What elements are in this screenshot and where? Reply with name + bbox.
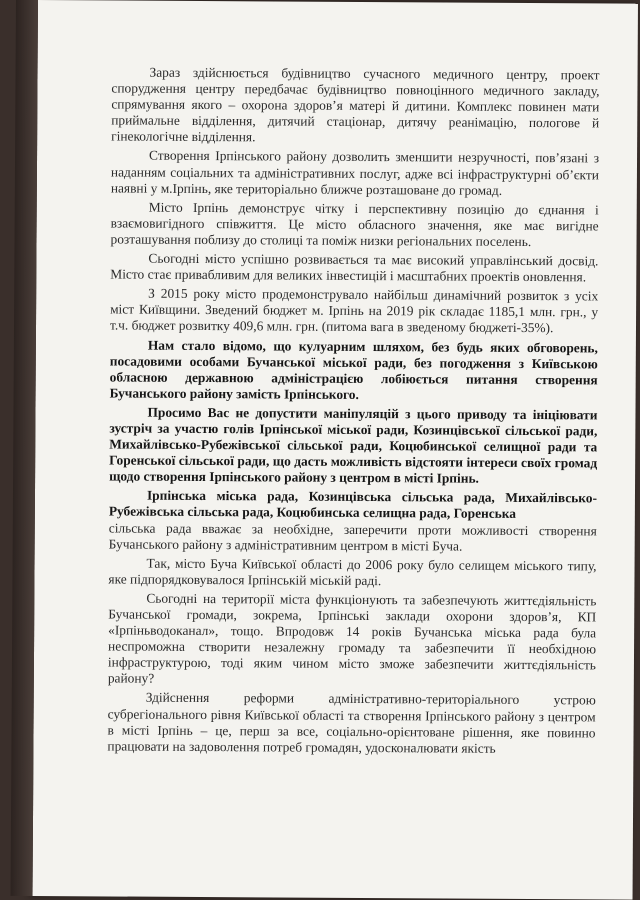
paragraph-city-development: Сьогодні місто успішно розвивається та має високий управлінський досвід. Місто стає привабливим для великих інвестицій і масштабних проектів оновлення.: [110, 250, 599, 285]
paragraph-lobbying-concern: Нам стало відомо, що кулуарним шляхом, без будь яких обговорень, посадовими особами Бучанської міської ради, без погодження з Київською обласною державною адміністрацією лобіюється питання створення Бучанського району замість Ірпінського.: [109, 337, 598, 402]
paragraph-medical-center: Зараз здійснюється будівництво сучасного медичного центру, проект спорудження центру передбачає будівництво повноцінного медичного закладу, спрямування якого – охорона здоров’я матері й дитини. Комплекс повинен мати приймальне відділення, дитячий стаціонар, дитячу реанімацію, пологове й гінекологічне відділення.: [111, 64, 600, 145]
paragraph-councils-bold: Ірпінська міська рада, Козинцівська сільська рада, Михайлівсько-Рубежівська сільська рада, Коцюбинська селищна рада, Гоpенська: [108, 488, 598, 522]
paragraph-infrastructure: Сьогодні на території міста функціонують та забезпечують життєдіяльність Бучанської громади, зокрема, Ірпінські заклади охорони здоров’я, КП «Ірпіньводоканал», тощо. Впродовж 14 років Бучанська міська рада була неспроможна створити незалежну громаду та забезпечити її необхідною інфраструктурою, тоді яким чином місто зможе забезпечити життєдіяльність району?: [107, 590, 597, 687]
document-body: [107, 64, 599, 760]
document-page: [33, 0, 638, 900]
paragraph-irpin-district-benefits: Створення Ірпінського району дозволить зменшити незручності, пов’язані з наданням соціальних та адміністративних послуг, адже всі інфраструктурні об’єкти наявні у м.Ірпінь, яке територіально ближче розташоване до громад.: [110, 148, 600, 198]
paragraph-request: Просимо Вас не допустити маніпуляцій з цього приводу та ініціювати зустріч за участю голів Ірпінської міської ради, Козинцівської сільської ради, Михайлівсько-Рубежівської сільської ради, Коцюбинської селищної ради та Гоpенської сільської ради, що дасть можливість відстояти інтереси своїх громад щодо створення Ірпінського району з центром в місті Ірпінь.: [109, 404, 598, 486]
paragraph-irpin-position: Місто Ірпінь демонструє чітку і перспективну позицію до єднання і взаємовигідного співжиття. Це місто обласного значення, яке має вигідне розташування поблизу до столиці та поміж низки регіональних поселень.: [110, 199, 599, 249]
paragraph-reform: Здійснення реформи адміністративно-територіального устрою субрегіонального рівня Київської області та створення Ірпінського району з центром в місті Ірпінь – це, перш за все, соціально-орієнтоване рішення, яке повинно працювати на задоволення потреб громадян, удосконалювати якість: [107, 690, 596, 756]
paragraph-councils-position: сільська рада вважає за необхідне, заперечити проти можливості створення Бучанського району з адміністративним центром в місті Буча.: [108, 519, 597, 554]
paragraph-bucha-history: Так, місто Буча Київської області до 2006 року було селищем міського типу, яке підпорядковувалося Ірпінській міській раді.: [108, 555, 597, 588]
paragraph-budget: З 2015 року місто продемонструвало найбільш динамічний розвиток з усіх міст Київщини. Зведений бюджет м. Ірпінь на 2019 рік складає 1185,1 млн. грн., у т.ч. бюджет розвитку 409,6 млн. грн. (питома вага в зведеному бюджеті-35%).: [109, 285, 599, 336]
